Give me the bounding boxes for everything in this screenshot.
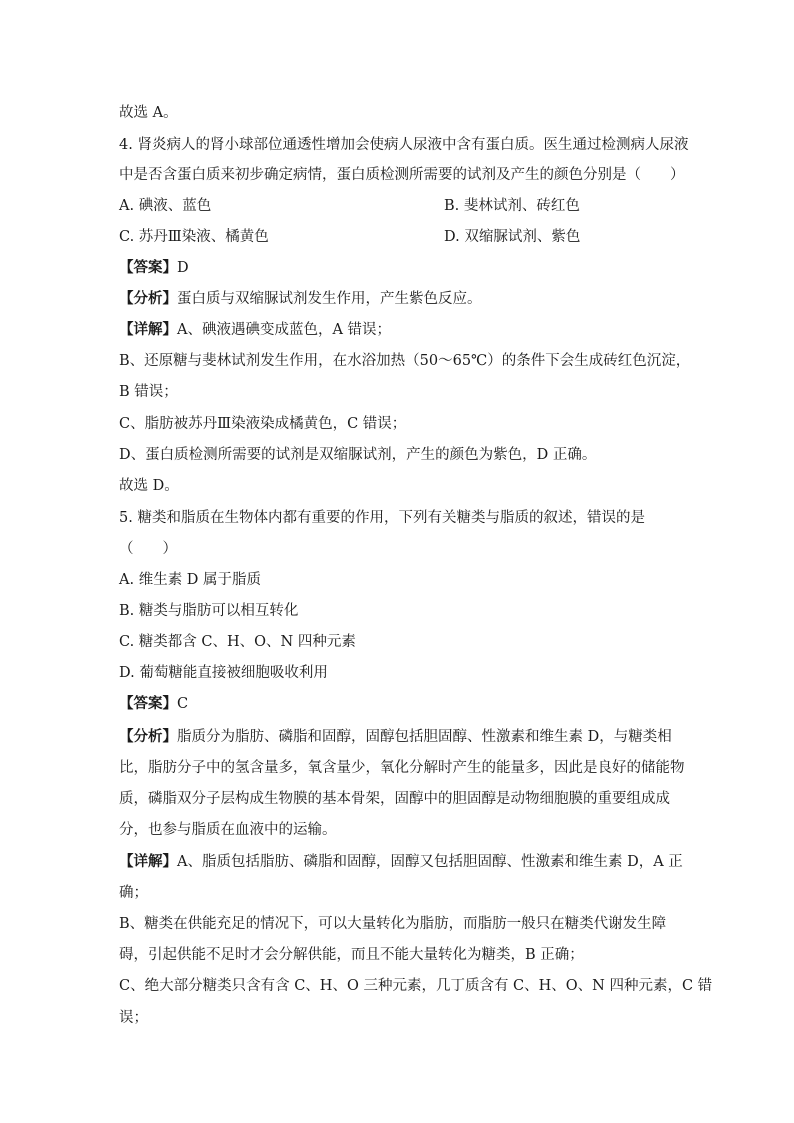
q5-analysis-line3: 质，磷脂双分子层构成生物膜的基本骨架，固醇中的胆固醇是动物细胞膜的重要组成成 bbox=[119, 791, 670, 807]
q5-detail-line3: B、糖类在供能充足的情况下，可以大量转化为脂肪，而脂肪一般只在糖类代谢发生障 bbox=[119, 916, 667, 932]
q5-option-b: B. 糖类与脂肪可以相互转化 bbox=[119, 603, 299, 619]
q5-detail-line4: 碍，引起供能不足时才会分解供能，而且不能大量转化为糖类，B 正确； bbox=[119, 947, 584, 963]
q5-analysis-line4: 分，也参与脂质在血液中的运输。 bbox=[119, 822, 337, 838]
detail-text: A、脂质包括脂肪、磷脂和固醇，固醇又包括胆固醇、性激素和维生素 D，A 正 bbox=[177, 854, 683, 870]
answer-value: C bbox=[177, 696, 189, 712]
q5-option-c: C. 糖类都含 C、H、O、N 四种元素 bbox=[119, 634, 356, 650]
answer-tag: 【答案】 bbox=[119, 695, 177, 712]
q5-stem-line2: （ ） bbox=[119, 541, 177, 557]
q4-stem-line2: 中是否含蛋白质来初步确定病情，蛋白质检测所需要的试剂及产生的颜色分别是（ ） bbox=[119, 167, 685, 183]
q5-option-a: A. 维生素 D 属于脂质 bbox=[119, 572, 262, 588]
q5-option-d: D. 葡萄糖能直接被细胞吸收利用 bbox=[119, 665, 328, 681]
q4-detail-line4: C、脂肪被苏丹Ⅲ染液染成橘黄色，C 错误； bbox=[119, 416, 407, 432]
detail-tag: 【详解】 bbox=[119, 853, 177, 870]
q5-analysis-line1 bbox=[119, 727, 672, 747]
q4-detail-line3: B 错误； bbox=[119, 384, 178, 400]
q4-option-b: B. 斐林试剂、砖红色 bbox=[444, 198, 580, 214]
q5-detail-line1 bbox=[119, 852, 683, 872]
analysis-text: 脂质分为脂肪、磷脂和固醇，固醇包括胆固醇、性激素和维生素 D，与糖类相 bbox=[177, 729, 672, 745]
q4-option-c: C. 苏丹Ⅲ染液、橘黄色 bbox=[119, 229, 269, 245]
q4-detail-line2: B、还原糖与斐林试剂发生作用，在水浴加热（50～65℃）的条件下会生成砖红色沉淀， bbox=[119, 353, 691, 369]
q5-detail-line5: C、绝大部分糖类只含有含 C、H、O 三种元素，几丁质含有 C、H、O、N 四种元素，C 错 bbox=[119, 978, 713, 994]
detail-text: A、碘液遇碘变成蓝色，A 错误； bbox=[177, 322, 392, 338]
q5-answer bbox=[119, 694, 188, 714]
q4-option-a: A. 碘液、蓝色 bbox=[119, 198, 212, 214]
detail-tag: 【详解】 bbox=[119, 321, 177, 338]
q4-detail-line5: D、蛋白质检测所需要的试剂是双缩脲试剂，产生的颜色为紫色，D 正确。 bbox=[119, 447, 597, 463]
q4-stem-line1: 4. 肾炎病人的肾小球部位通透性增加会使病人尿液中含有蛋白质。医生通过检测病人尿液 bbox=[119, 137, 689, 153]
q5-detail-line6: 误； bbox=[119, 1010, 148, 1026]
q5-analysis-line2: 比，脂肪分子中的氢含量多，氧含量少，氧化分解时产生的能量多，因此是良好的储能物 bbox=[119, 760, 685, 776]
analysis-text: 蛋白质与双缩脲试剂发生作用，产生紫色反应。 bbox=[177, 291, 482, 307]
q3-conclusion: 故选 A。 bbox=[119, 105, 178, 121]
answer-tag: 【答案】 bbox=[119, 259, 177, 276]
analysis-tag: 【分析】 bbox=[119, 290, 177, 307]
analysis-tag: 【分析】 bbox=[119, 728, 177, 745]
q4-conclusion: 故选 D。 bbox=[119, 478, 179, 494]
q4-detail-line1 bbox=[119, 320, 391, 340]
q4-analysis bbox=[119, 289, 482, 309]
q5-stem-line1: 5. 糖类和脂质在生物体内都有重要的作用，下列有关糖类与脂质的叙述，错误的是 bbox=[119, 510, 645, 526]
q4-option-d: D. 双缩脲试剂、紫色 bbox=[444, 229, 581, 245]
q5-detail-line2: 确； bbox=[119, 885, 148, 901]
q4-answer bbox=[119, 258, 189, 278]
answer-value: D bbox=[177, 260, 189, 276]
